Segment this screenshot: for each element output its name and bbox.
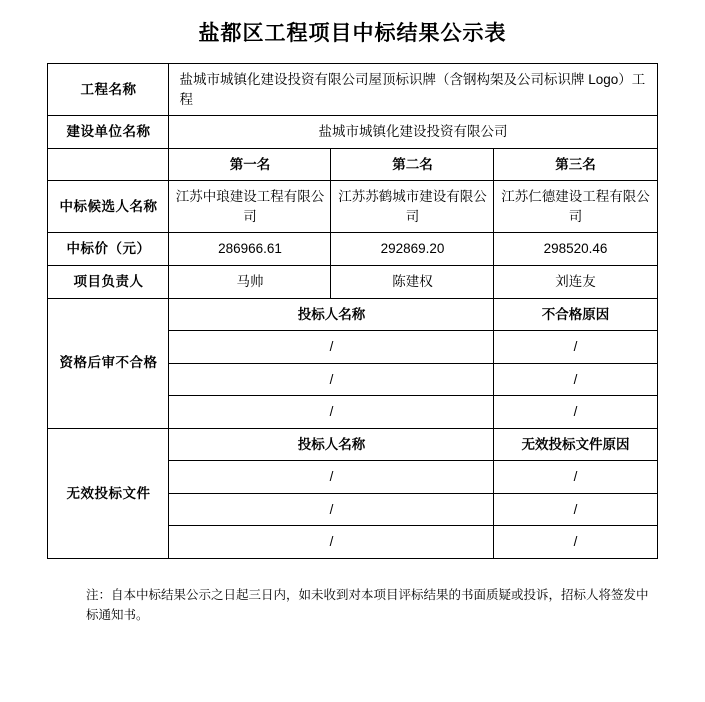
page-title: 盐都区工程项目中标结果公示表 [198, 22, 507, 45]
invalid-bidder-1: / [169, 461, 494, 494]
manager-value-1: 马帅 [169, 265, 331, 298]
invalid-bidder-2: / [169, 493, 494, 526]
unqualified-reason-3: / [494, 396, 657, 429]
bid-price-value-1: 286966.61 [169, 233, 331, 266]
invalid-reason-1: / [494, 461, 657, 494]
candidate-value-3: 江苏仁德建设工程有限公司 [494, 181, 657, 233]
table-row-manager [48, 265, 657, 298]
invalid-label: 无效投标文件 [48, 428, 169, 558]
footer-note-text: 注：自本中标结果公示之日起三日内，如未收到对本项目评标结果的书面质疑或投诉，招标人将签发中标通知书。 [86, 588, 649, 622]
invalid-reason-3: / [494, 526, 657, 559]
rank-header-3: 第三名 [494, 148, 657, 181]
candidate-label: 中标候选人名称 [48, 181, 169, 233]
bid-result-table [47, 63, 657, 559]
owner-label: 建设单位名称 [48, 116, 169, 149]
project-name-label: 工程名称 [48, 64, 169, 116]
unqualified-bidder-1: / [169, 331, 494, 364]
candidate-value-2: 江苏苏鹤城市建设有限公司 [331, 181, 494, 233]
unqualified-reason-2: / [494, 363, 657, 396]
project-name-value: 盐城市城镇化建设投资有限公司屋顶标识牌（含钢构架及公司标识牌 Logo）工程 [169, 64, 657, 116]
invalid-bidder-3: / [169, 526, 494, 559]
table-row-owner [48, 116, 657, 149]
unqualified-reason-1: / [494, 331, 657, 364]
manager-value-2: 陈建权 [331, 265, 494, 298]
manager-value-3: 刘连友 [494, 265, 657, 298]
table-row-rank-headers [48, 148, 657, 181]
bid-price-value-3: 298520.46 [494, 233, 657, 266]
rank-header-1: 第一名 [169, 148, 331, 181]
table-row-bid-price [48, 233, 657, 266]
invalid-header-bidder: 投标人名称 [169, 428, 494, 461]
unqualified-header-reason: 不合格原因 [494, 298, 657, 331]
footer-note [48, 559, 657, 625]
unqualified-bidder-3: / [169, 396, 494, 429]
rank-header-2: 第二名 [331, 148, 494, 181]
table-row-unqualified-headers [48, 298, 657, 331]
table-row-candidates [48, 181, 657, 233]
unqualified-header-bidder: 投标人名称 [169, 298, 494, 331]
bid-price-value-2: 292869.20 [331, 233, 494, 266]
invalid-reason-2: / [494, 493, 657, 526]
unqualified-bidder-2: / [169, 363, 494, 396]
invalid-header-reason: 无效投标文件原因 [494, 428, 657, 461]
table-row-invalid-headers [48, 428, 657, 461]
table-row-project-name [48, 64, 657, 116]
candidate-value-1: 江苏中琅建设工程有限公司 [169, 181, 331, 233]
rank-header-blank [48, 148, 169, 181]
unqualified-label: 资格后审不合格 [48, 298, 169, 428]
manager-label: 项目负责人 [48, 265, 169, 298]
owner-value: 盐城市城镇化建设投资有限公司 [169, 116, 657, 149]
bid-price-label: 中标价（元） [48, 233, 169, 266]
